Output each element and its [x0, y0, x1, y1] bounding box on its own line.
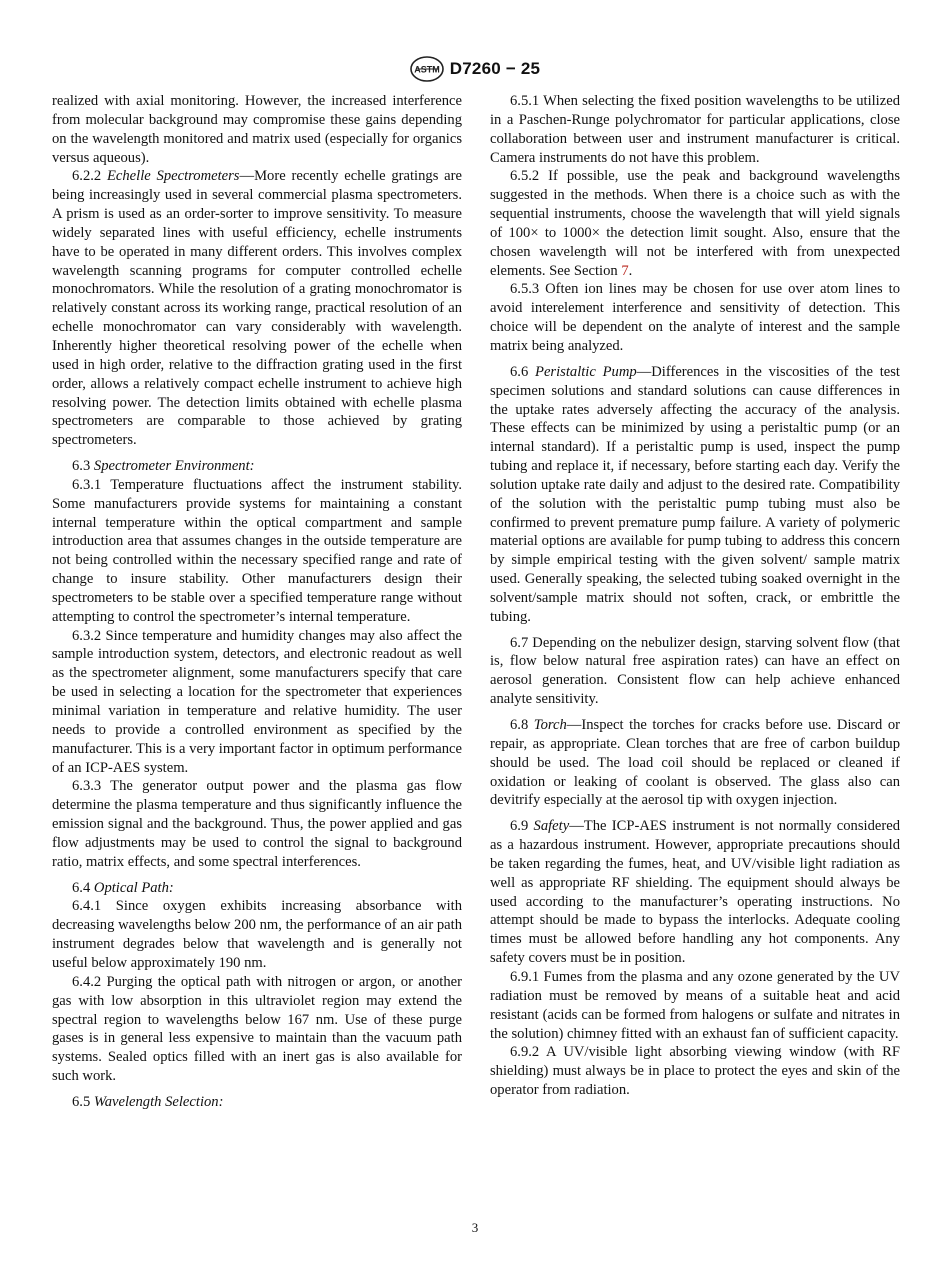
paragraph-6-7: 6.7 Depending on the nebulizer design, starving solvent flow (that is, flow below natural free aspiration rates) can have an effect on aerosol generation. Consistent flow can help achieve enhanced analyte sensitivity.	[490, 634, 900, 708]
paragraph-6-5-3: 6.5.3 Often ion lines may be chosen for use over atom lines to avoid interelement interference and sensitivity of detection. This choice will be dependent on the analyte of interest and the sample matrix being analyzed.	[490, 281, 900, 354]
paragraph-6-8: 6.8 Torch—Inspect the torches for cracks before use. Discard or repair, as appropriate. Clean torches that are free of carbon buildup should be used. The load coil should be replaced or cleaned if oxidation or leaking of coolant is observed. The glass also can devitrify especially at the aerosol tip with oxygen injection.	[490, 717, 900, 809]
left-column	[52, 92, 462, 1112]
paragraph-6-6: 6.6 Peristaltic Pump—Differences in the viscosities of the test specimen solutions and standard solutions can cause differences in the uptake rates adversely affecting the accuracy of the analysis. These effects can be minimized by using a peristaltic pump (or an internal standard). If a peristaltic pump is used, inspect the pump tubing and replace it, if necessary, before starting each day. Verify the solution uptake rate daily and adjust to the desired rate. Compatibility of the solution with the peristaltic pump tubing must also be confirmed to prevent premature pump failure. A variety of polymeric material options are available for pump tubing to address this concern by simple empirical testing with the given solvent/ sample matrix used. Generally speaking, the selected tubing soaked overnight in the solvent/sample matrix should not soften, crack, or embrittle the tubing.	[490, 363, 900, 625]
right-column	[490, 92, 900, 1100]
document-designation: D7260 − 25	[449, 59, 541, 78]
section-6-3-heading: 6.3 Spectrometer Environment:	[72, 458, 255, 475]
paragraph-continued: realized with axial monitoring. However, the increased interference from molecular background may compromise these gains depending on the wavelength monitored and matrix used (especially for organics versus aqueous).	[52, 93, 462, 166]
heading-echelle-spectrometers: Echelle Spectrometers	[106, 168, 240, 185]
page-number: 3	[471, 1220, 479, 1235]
paragraph-6-3-2: 6.3.2 Since temperature and humidity changes may also affect the sample introduction system, detectors, and electronic readout as well as the spectrometer alignment, some manufacturers specify that care be used in selecting a location for the spectrometer that experiences minimal variation in temperature and relative humidity. The user needs to provide a controlled environment as specified by the manufacturer. This is a very important factor in optimum performance of an ICP-AES system.	[52, 627, 462, 776]
section-6-5-heading: 6.5 Wavelength Selection:	[72, 1093, 224, 1110]
section-6-4-heading: 6.4 Optical Path:	[72, 879, 174, 896]
paragraph-6-3-3: 6.3.3 The generator output power and the plasma gas flow determine the plasma temperature and thus significantly influence the emission signal and the background. Thus, the power applied and gas flow adjustments may be used to control the signal to background ratio, matrix effects, and some spectral interferences.	[52, 778, 462, 870]
page-header	[0, 54, 950, 84]
paragraph-6-9-2: 6.9.2 A UV/visible light absorbing viewing window (with RF shielding) must always be in place to protect the eyes and skin of the operator from radiation.	[490, 1044, 900, 1099]
astm-logo-icon	[410, 56, 444, 82]
svg-text:ASTM: ASTM	[414, 64, 440, 75]
paragraph-6-2-2: 6.2.2 Echelle Spectrometers—More recently echelle gratings are being increasingly used in several commercial plasma spectrometers. A prism is used as an order-sorter to improve sensitivity. To measure widely separated lines with useful efficiency, echelle instruments have to be operated in many different orders. This involves complex wavelength scanning programs for computer controlled echelle monochromators. While the resolution of a grating monochromator is relatively constant across its working range, practical resolution of an echelle monochromator can vary considerably with wavelength. Inherently higher theoretical resolving power of the echelle when used in high order, relative to the diffraction grating used in the first order, allows a relatively compact echelle instrument to achieve high resolving power. The detection limits obtained with echelle plasma spectrometers are comparable to those achieved by grating spectrometers.	[52, 168, 462, 449]
paragraph-6-9: 6.9 Safety—The ICP-AES instrument is not normally considered as a hazardous instrument. However, appropriate precautions should be taken regarding the fumes, heat, and UV/visible light radiation as well as appropriate RF shielding. The equipment should always be used according to the manufacturer’s operating instructions. No attempt should be made to bypass the interlocks. Adequate cooling times must be allowed before handling any hot components. Any safety covers must be in position.	[490, 818, 900, 967]
paragraph-6-9-1: 6.9.1 Fumes from the plasma and any ozone generated by the UV radiation must be removed by means of a suitable heat and acid resistant (acids can be formed from halogens or sulfate and nitrates in the solution) chimney fitted with an exhaust fan of sufficient capacity.	[490, 968, 900, 1042]
heading-peristaltic-pump: Peristaltic Pump	[535, 363, 637, 380]
paragraph-6-5-1: 6.5.1 When selecting the fixed position wavelengths to be utilized in a Paschen-Runge polychromator for particular applications, close collaboration between user and instrument manufacturer is critical. Camera instruments do not have this problem.	[490, 93, 900, 166]
paragraph-6-3-1: 6.3.1 Temperature fluctuations affect the instrument stability. Some manufacturers provide systems for maintaining a constant internal temperature within the optical compartment and sample introduction area that assumes changes in the outside temperature are not being controlled within the necessary specified range and rate of change to insure stability. Other manufacturers design their spectrometers to be stable over a specified temperature range without attempting to control the spectrometer’s internal temperature.	[52, 476, 462, 625]
paragraph-6-5-2: 6.5.2 If possible, use the peak and background wavelengths suggested in the methods. When there is a choice such as with the sequential instruments, choose the wavelength that will yield signals of 100× to 1000× the detection limit sought. Also, ensure that the chosen wavelength will not be interfered with from unexpected elements. See Section 7.	[490, 168, 900, 279]
heading-safety: Safety	[533, 818, 570, 835]
heading-torch: Torch	[533, 717, 567, 733]
paragraph-6-4-2: 6.4.2 Purging the optical path with nitrogen or argon, or another gas with low absorption in this ultraviolet region may extend the spectral region to wavelengths below 167 nm. Use of these purge gases is in general less expensive to maintain than the vacuum path systems. Sealed optics filled with an inert gas is also available for such work.	[52, 973, 462, 1085]
paragraph-6-4-1: 6.4.1 Since oxygen exhibits increasing absorbance with decreasing wavelengths below 200 nm, the performance of an air path instrument degrades below that wavelength and is generally not useful below approximately 190 nm.	[52, 898, 462, 971]
section-7-link[interactable]: 7	[621, 262, 629, 279]
